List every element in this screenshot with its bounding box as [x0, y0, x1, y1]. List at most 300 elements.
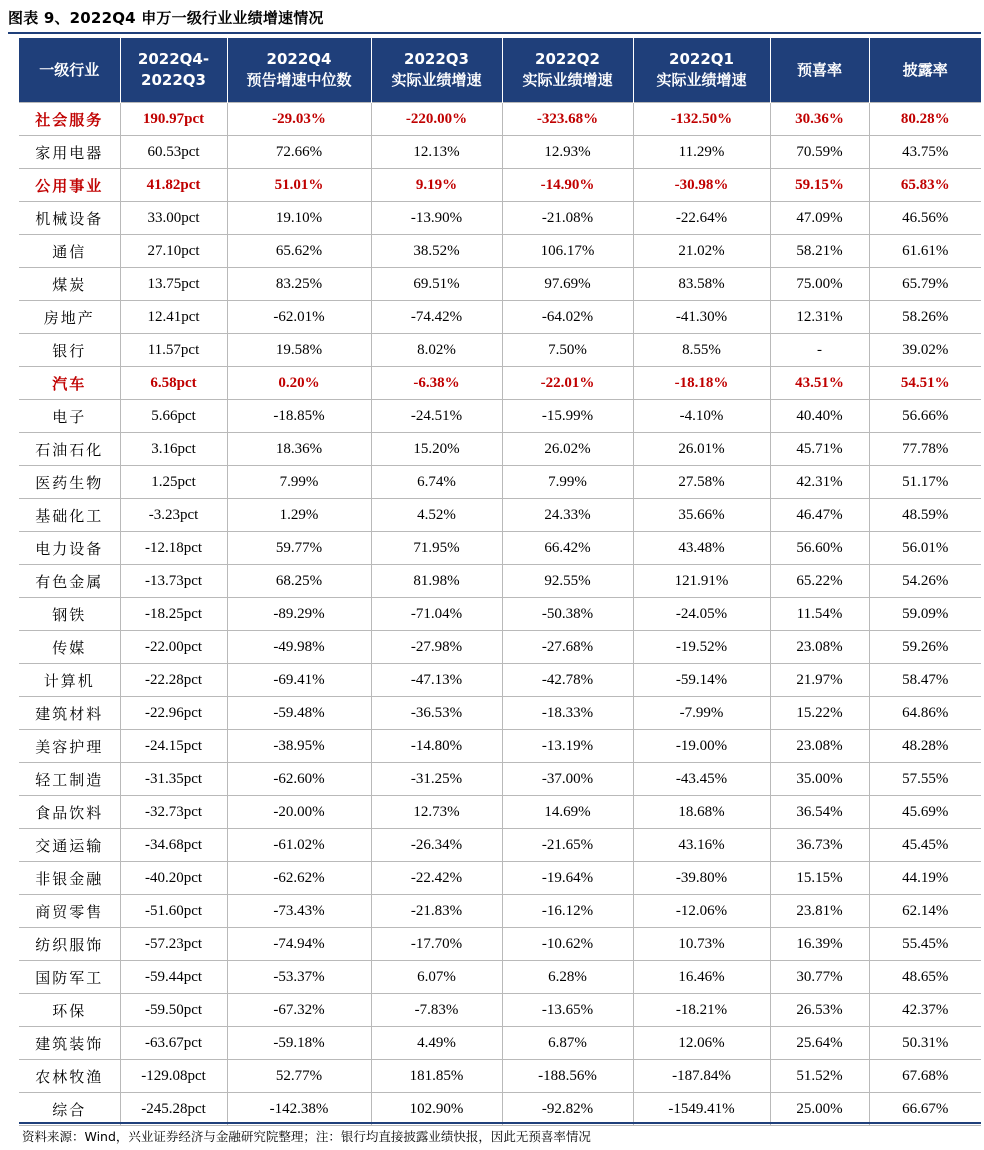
value-cell: 13.75pct — [120, 268, 227, 301]
value-cell: 11.29% — [633, 136, 770, 169]
value-cell: -59.44pct — [120, 961, 227, 994]
value-cell: 26.02% — [502, 433, 633, 466]
value-cell: 56.66% — [869, 400, 981, 433]
value-cell: 7.99% — [227, 466, 371, 499]
industry-name-cell: 环保 — [19, 994, 120, 1027]
value-cell: -24.51% — [371, 400, 502, 433]
column-header — [633, 38, 770, 103]
table-row — [19, 928, 981, 961]
value-cell: -13.65% — [502, 994, 633, 1027]
value-cell: -17.70% — [371, 928, 502, 961]
value-cell: 181.85% — [371, 1060, 502, 1093]
value-cell: -132.50% — [633, 103, 770, 136]
table-bottom-rule — [19, 1122, 981, 1124]
value-cell: -18.21% — [633, 994, 770, 1027]
value-cell: 36.54% — [770, 796, 869, 829]
value-cell: 47.09% — [770, 202, 869, 235]
industry-name-cell: 银行 — [19, 334, 120, 367]
column-header — [770, 38, 869, 103]
value-cell: 54.26% — [869, 565, 981, 598]
value-cell: 18.68% — [633, 796, 770, 829]
value-cell: 43.75% — [869, 136, 981, 169]
value-cell: 11.54% — [770, 598, 869, 631]
value-cell: 121.91% — [633, 565, 770, 598]
table-row — [19, 631, 981, 664]
value-cell: 65.83% — [869, 169, 981, 202]
industry-name-cell: 煤炭 — [19, 268, 120, 301]
column-header-line: 2022Q2 — [535, 50, 600, 68]
industry-name-cell: 计算机 — [19, 664, 120, 697]
table-row — [19, 202, 981, 235]
value-cell: -37.00% — [502, 763, 633, 796]
value-cell: 16.46% — [633, 961, 770, 994]
value-cell: -22.96pct — [120, 697, 227, 730]
value-cell: -31.25% — [371, 763, 502, 796]
value-cell: 58.21% — [770, 235, 869, 268]
value-cell: -20.00% — [227, 796, 371, 829]
industry-name-cell: 通信 — [19, 235, 120, 268]
value-cell: -62.60% — [227, 763, 371, 796]
value-cell: -74.42% — [371, 301, 502, 334]
value-cell: -129.08pct — [120, 1060, 227, 1093]
column-header — [227, 38, 371, 103]
value-cell: -42.78% — [502, 664, 633, 697]
value-cell: 6.28% — [502, 961, 633, 994]
value-cell: -40.20pct — [120, 862, 227, 895]
industry-name-cell: 房地产 — [19, 301, 120, 334]
table-row — [19, 103, 981, 136]
table-row — [19, 829, 981, 862]
value-cell: 1.25pct — [120, 466, 227, 499]
industry-name-cell: 基础化工 — [19, 499, 120, 532]
value-cell: 35.00% — [770, 763, 869, 796]
value-cell: 70.59% — [770, 136, 869, 169]
value-cell: -92.82% — [502, 1093, 633, 1126]
value-cell: -21.83% — [371, 895, 502, 928]
table-header-row — [19, 38, 981, 103]
value-cell: 92.55% — [502, 565, 633, 598]
value-cell: -16.12% — [502, 895, 633, 928]
value-cell: -53.37% — [227, 961, 371, 994]
value-cell: 9.19% — [371, 169, 502, 202]
value-cell: 81.98% — [371, 565, 502, 598]
column-header-line: 2022Q4- — [137, 50, 210, 68]
value-cell: 48.59% — [869, 499, 981, 532]
value-cell: 6.58pct — [120, 367, 227, 400]
value-cell: -57.23pct — [120, 928, 227, 961]
value-cell: -188.56% — [502, 1060, 633, 1093]
value-cell: -62.01% — [227, 301, 371, 334]
value-cell: 1.29% — [227, 499, 371, 532]
value-cell: -142.38% — [227, 1093, 371, 1126]
table-row — [19, 961, 981, 994]
column-header-line: 2022Q3 — [141, 71, 206, 89]
table-row — [19, 763, 981, 796]
value-cell: -19.64% — [502, 862, 633, 895]
value-cell: 12.73% — [371, 796, 502, 829]
table-row — [19, 433, 981, 466]
source-note: 资料来源：Wind，兴业证券经济与金融研究院整理；注：银行均直接披露业绩快报，因此无预喜率情况 — [22, 1129, 591, 1144]
value-cell: -7.99% — [633, 697, 770, 730]
value-cell: 48.65% — [869, 961, 981, 994]
table-row — [19, 598, 981, 631]
value-cell: 7.50% — [502, 334, 633, 367]
industry-name-cell: 建筑材料 — [19, 697, 120, 730]
value-cell: 8.55% — [633, 334, 770, 367]
value-cell: -245.28pct — [120, 1093, 227, 1126]
value-cell: 15.15% — [770, 862, 869, 895]
value-cell: 75.00% — [770, 268, 869, 301]
value-cell: -12.06% — [633, 895, 770, 928]
value-cell: -22.42% — [371, 862, 502, 895]
table-row — [19, 268, 981, 301]
value-cell: 62.14% — [869, 895, 981, 928]
value-cell: -220.00% — [371, 103, 502, 136]
industry-name-cell: 食品饮料 — [19, 796, 120, 829]
value-cell: 24.33% — [502, 499, 633, 532]
value-cell: -22.64% — [633, 202, 770, 235]
value-cell: -41.30% — [633, 301, 770, 334]
value-cell: 15.22% — [770, 697, 869, 730]
value-cell: -15.99% — [502, 400, 633, 433]
table-row — [19, 400, 981, 433]
value-cell: -50.38% — [502, 598, 633, 631]
value-cell: 59.15% — [770, 169, 869, 202]
value-cell: -24.05% — [633, 598, 770, 631]
value-cell: -19.00% — [633, 730, 770, 763]
value-cell: -18.33% — [502, 697, 633, 730]
value-cell: 57.55% — [869, 763, 981, 796]
value-cell: 27.58% — [633, 466, 770, 499]
value-cell: 66.42% — [502, 532, 633, 565]
value-cell: 59.77% — [227, 532, 371, 565]
table-row — [19, 301, 981, 334]
value-cell: 45.45% — [869, 829, 981, 862]
value-cell: -7.83% — [371, 994, 502, 1027]
industry-name-cell: 建筑装饰 — [19, 1027, 120, 1060]
column-header-line: 2022Q1 — [669, 50, 734, 68]
industry-name-cell: 医药生物 — [19, 466, 120, 499]
value-cell: 23.08% — [770, 631, 869, 664]
value-cell: 42.31% — [770, 466, 869, 499]
table-row — [19, 1093, 981, 1126]
value-cell: -47.13% — [371, 664, 502, 697]
value-cell: -39.80% — [633, 862, 770, 895]
column-header-line: 实际业绩增速 — [522, 71, 613, 89]
value-cell: 48.28% — [869, 730, 981, 763]
value-cell: 65.22% — [770, 565, 869, 598]
value-cell: 51.01% — [227, 169, 371, 202]
value-cell: 4.52% — [371, 499, 502, 532]
value-cell: 51.17% — [869, 466, 981, 499]
value-cell: 21.97% — [770, 664, 869, 697]
value-cell: 33.00pct — [120, 202, 227, 235]
value-cell: 59.26% — [869, 631, 981, 664]
column-header-line: 2022Q4 — [266, 50, 332, 68]
table-row — [19, 697, 981, 730]
table-row — [19, 565, 981, 598]
value-cell: 7.99% — [502, 466, 633, 499]
value-cell: -21.65% — [502, 829, 633, 862]
value-cell: 58.26% — [869, 301, 981, 334]
value-cell: 26.01% — [633, 433, 770, 466]
table-row — [19, 367, 981, 400]
table-row — [19, 532, 981, 565]
value-cell: 0.20% — [227, 367, 371, 400]
industry-name-cell: 家用电器 — [19, 136, 120, 169]
column-header-line: 实际业绩增速 — [656, 71, 747, 89]
table-row — [19, 664, 981, 697]
value-cell: -10.62% — [502, 928, 633, 961]
industry-name-cell: 美容护理 — [19, 730, 120, 763]
value-cell: 5.66pct — [120, 400, 227, 433]
value-cell: 97.69% — [502, 268, 633, 301]
value-cell: 38.52% — [371, 235, 502, 268]
value-cell: 12.93% — [502, 136, 633, 169]
value-cell: 42.37% — [869, 994, 981, 1027]
value-cell: 27.10pct — [120, 235, 227, 268]
value-cell: 58.47% — [869, 664, 981, 697]
column-header-line: 一级行业 — [39, 60, 100, 79]
column-header-line: 预喜率 — [796, 60, 842, 79]
column-header — [869, 38, 981, 103]
value-cell: -59.18% — [227, 1027, 371, 1060]
value-cell: -69.41% — [227, 664, 371, 697]
industry-name-cell: 交通运输 — [19, 829, 120, 862]
value-cell: 18.36% — [227, 433, 371, 466]
value-cell: 6.07% — [371, 961, 502, 994]
value-cell: 39.02% — [869, 334, 981, 367]
value-cell: 71.95% — [371, 532, 502, 565]
value-cell: -13.19% — [502, 730, 633, 763]
value-cell: 21.02% — [633, 235, 770, 268]
value-cell: 8.02% — [371, 334, 502, 367]
column-header-line: 2022Q3 — [404, 50, 469, 68]
column-header — [502, 38, 633, 103]
value-cell: -14.80% — [371, 730, 502, 763]
value-cell: 26.53% — [770, 994, 869, 1027]
value-cell: 12.41pct — [120, 301, 227, 334]
industry-name-cell: 国防军工 — [19, 961, 120, 994]
value-cell: -73.43% — [227, 895, 371, 928]
value-cell: -34.68pct — [120, 829, 227, 862]
table-row — [19, 730, 981, 763]
value-cell: 43.48% — [633, 532, 770, 565]
value-cell: 56.60% — [770, 532, 869, 565]
value-cell: 19.10% — [227, 202, 371, 235]
value-cell: 25.00% — [770, 1093, 869, 1126]
industry-name-cell: 电子 — [19, 400, 120, 433]
value-cell: -24.15pct — [120, 730, 227, 763]
value-cell: 6.74% — [371, 466, 502, 499]
column-header — [120, 38, 227, 103]
value-cell: 15.20% — [371, 433, 502, 466]
table-body — [19, 103, 981, 1126]
industry-name-cell: 轻工制造 — [19, 763, 120, 796]
value-cell: -67.32% — [227, 994, 371, 1027]
table-row — [19, 136, 981, 169]
value-cell: -21.08% — [502, 202, 633, 235]
value-cell: 36.73% — [770, 829, 869, 862]
value-cell: 30.36% — [770, 103, 869, 136]
industry-name-cell: 公用事业 — [19, 169, 120, 202]
value-cell: 35.66% — [633, 499, 770, 532]
industry-name-cell: 机械设备 — [19, 202, 120, 235]
value-cell: -29.03% — [227, 103, 371, 136]
value-cell: -59.50pct — [120, 994, 227, 1027]
value-cell: -31.35pct — [120, 763, 227, 796]
value-cell: -49.98% — [227, 631, 371, 664]
value-cell: 54.51% — [869, 367, 981, 400]
value-cell: -18.85% — [227, 400, 371, 433]
value-cell: 69.51% — [371, 268, 502, 301]
value-cell: 77.78% — [869, 433, 981, 466]
industry-name-cell: 非银金融 — [19, 862, 120, 895]
value-cell: -1549.41% — [633, 1093, 770, 1126]
value-cell: 67.68% — [869, 1060, 981, 1093]
value-cell: 43.16% — [633, 829, 770, 862]
industry-name-cell: 钢铁 — [19, 598, 120, 631]
value-cell: -26.34% — [371, 829, 502, 862]
value-cell: -12.18pct — [120, 532, 227, 565]
value-cell: 30.77% — [770, 961, 869, 994]
value-cell: -4.10% — [633, 400, 770, 433]
value-cell: -22.01% — [502, 367, 633, 400]
table-row — [19, 1060, 981, 1093]
value-cell: -32.73pct — [120, 796, 227, 829]
industry-name-cell: 综合 — [19, 1093, 120, 1126]
value-cell: 68.25% — [227, 565, 371, 598]
value-cell: 72.66% — [227, 136, 371, 169]
value-cell: -18.25pct — [120, 598, 227, 631]
value-cell: 61.61% — [869, 235, 981, 268]
value-cell: 45.69% — [869, 796, 981, 829]
value-cell: -6.38% — [371, 367, 502, 400]
value-cell: -43.45% — [633, 763, 770, 796]
value-cell: -62.62% — [227, 862, 371, 895]
table-row — [19, 862, 981, 895]
industry-name-cell: 农林牧渔 — [19, 1060, 120, 1093]
value-cell: 83.58% — [633, 268, 770, 301]
value-cell: -71.04% — [371, 598, 502, 631]
value-cell: -22.00pct — [120, 631, 227, 664]
value-cell: 66.67% — [869, 1093, 981, 1126]
table-row — [19, 169, 981, 202]
value-cell: -51.60pct — [120, 895, 227, 928]
industry-growth-table — [19, 38, 981, 1126]
value-cell: 3.16pct — [120, 433, 227, 466]
value-cell: 4.49% — [371, 1027, 502, 1060]
value-cell: -14.90% — [502, 169, 633, 202]
table-row — [19, 994, 981, 1027]
value-cell: -30.98% — [633, 169, 770, 202]
value-cell: 46.56% — [869, 202, 981, 235]
value-cell: 12.06% — [633, 1027, 770, 1060]
value-cell: 41.82pct — [120, 169, 227, 202]
value-cell: -63.67pct — [120, 1027, 227, 1060]
industry-name-cell: 社会服务 — [19, 103, 120, 136]
value-cell: 50.31% — [869, 1027, 981, 1060]
value-cell: -19.52% — [633, 631, 770, 664]
table-row — [19, 499, 981, 532]
column-header — [19, 38, 120, 103]
value-cell: -323.68% — [502, 103, 633, 136]
value-cell: -64.02% — [502, 301, 633, 334]
table-row — [19, 235, 981, 268]
value-cell: -36.53% — [371, 697, 502, 730]
value-cell: 65.79% — [869, 268, 981, 301]
value-cell: 56.01% — [869, 532, 981, 565]
value-cell: 12.31% — [770, 301, 869, 334]
value-cell: -38.95% — [227, 730, 371, 763]
value-cell: 106.17% — [502, 235, 633, 268]
value-cell: 25.64% — [770, 1027, 869, 1060]
industry-name-cell: 有色金属 — [19, 565, 120, 598]
table-row — [19, 796, 981, 829]
value-cell: 102.90% — [371, 1093, 502, 1126]
value-cell: 44.19% — [869, 862, 981, 895]
value-cell: -187.84% — [633, 1060, 770, 1093]
column-header-line: 实际业绩增速 — [391, 71, 482, 89]
value-cell: -27.68% — [502, 631, 633, 664]
value-cell: -13.73pct — [120, 565, 227, 598]
industry-name-cell: 电力设备 — [19, 532, 120, 565]
table-row — [19, 1027, 981, 1060]
value-cell: 83.25% — [227, 268, 371, 301]
column-header-line: 预告增速中位数 — [246, 71, 352, 89]
value-cell: 60.53pct — [120, 136, 227, 169]
value-cell: -59.14% — [633, 664, 770, 697]
column-header-line: 披露率 — [902, 60, 948, 79]
value-cell: 46.47% — [770, 499, 869, 532]
value-cell: 23.81% — [770, 895, 869, 928]
value-cell: 59.09% — [869, 598, 981, 631]
industry-name-cell: 商贸零售 — [19, 895, 120, 928]
industry-name-cell: 汽车 — [19, 367, 120, 400]
value-cell: 51.52% — [770, 1060, 869, 1093]
value-cell: 11.57pct — [120, 334, 227, 367]
value-cell: -22.28pct — [120, 664, 227, 697]
industry-name-cell: 传媒 — [19, 631, 120, 664]
value-cell: 52.77% — [227, 1060, 371, 1093]
value-cell: 23.08% — [770, 730, 869, 763]
value-cell: 43.51% — [770, 367, 869, 400]
value-cell: 40.40% — [770, 400, 869, 433]
value-cell: 45.71% — [770, 433, 869, 466]
title-rule — [8, 32, 981, 34]
value-cell: -74.94% — [227, 928, 371, 961]
table-row — [19, 895, 981, 928]
value-cell: -27.98% — [371, 631, 502, 664]
industry-name-cell: 石油石化 — [19, 433, 120, 466]
value-cell: 16.39% — [770, 928, 869, 961]
value-cell: -59.48% — [227, 697, 371, 730]
value-cell: -89.29% — [227, 598, 371, 631]
value-cell: 80.28% — [869, 103, 981, 136]
value-cell: -3.23pct — [120, 499, 227, 532]
value-cell: 6.87% — [502, 1027, 633, 1060]
industry-name-cell: 纺织服饰 — [19, 928, 120, 961]
value-cell: 10.73% — [633, 928, 770, 961]
value-cell: 190.97pct — [120, 103, 227, 136]
value-cell: -18.18% — [633, 367, 770, 400]
value-cell: 55.45% — [869, 928, 981, 961]
table-row — [19, 466, 981, 499]
value-cell: 64.86% — [869, 697, 981, 730]
value-cell: -61.02% — [227, 829, 371, 862]
value-cell: - — [770, 334, 869, 367]
value-cell: 19.58% — [227, 334, 371, 367]
